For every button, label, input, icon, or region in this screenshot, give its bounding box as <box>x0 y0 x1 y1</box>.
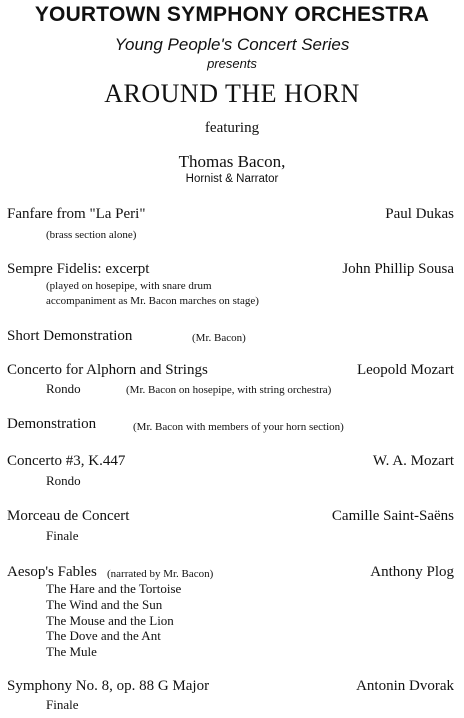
program-note-3: (Mr. Bacon) <box>192 332 246 344</box>
program-note-1: (brass section alone) <box>46 229 137 241</box>
program-part-8-3: The Mouse and the Lion <box>46 613 174 628</box>
program-work-6: Concerto #3, K.447 <box>7 453 126 469</box>
program-part-8-5: The Mule <box>46 644 97 659</box>
concert-series: Young People's Concert Series <box>114 35 350 54</box>
program-work-5: Demonstration <box>7 416 97 432</box>
program-composer-7: Camille Saint-Saëns <box>331 508 454 524</box>
program-part-8-2: The Wind and the Sun <box>46 597 163 612</box>
program-movement-9: Finale <box>46 697 79 712</box>
presents-text: presents <box>207 56 257 71</box>
program-movement-4: Rondo <box>46 381 81 396</box>
soloist-role: Hornist & Narrator <box>185 173 279 185</box>
program-note-2b: accompaniment as Mr. Bacon marches on stage) <box>46 295 259 307</box>
program-work-9: Symphony No. 8, op. 88 G Major <box>7 678 210 694</box>
program-composer-2: John Phillip Sousa <box>342 261 454 277</box>
program-composer-1: Paul Dukas <box>385 206 454 222</box>
program-movement-note-4: (Mr. Bacon on hosepipe, with string orchestra) <box>126 384 332 396</box>
program-part-8-1: The Hare and the Tortoise <box>46 581 182 596</box>
program-movement-6: Rondo <box>46 473 81 488</box>
program-note-2a: (played on hosepipe, with snare drum <box>46 280 212 292</box>
program-composer-9: Antonin Dvorak <box>356 678 454 694</box>
program-part-8-4: The Dove and the Ant <box>46 628 161 643</box>
program-work-2: Sempre Fidelis: excerpt <box>7 261 150 277</box>
soloist-name: Thomas Bacon, <box>178 152 286 171</box>
program-work-8: Aesop's Fables <box>7 564 97 580</box>
featuring-text: featuring <box>204 120 260 136</box>
program-work-1: Fanfare from "La Peri" <box>7 206 146 222</box>
program-composer-8: Anthony Plog <box>370 564 454 580</box>
program-note-8: (narrated by Mr. Bacon) <box>107 568 214 580</box>
concert-title: AROUND THE HORN <box>104 79 360 108</box>
orchestra-name: YOURTOWN SYMPHONY ORCHESTRA <box>34 3 430 26</box>
program-composer-4: Leopold Mozart <box>356 362 454 378</box>
program-movement-7: Finale <box>46 528 79 543</box>
program-work-7: Morceau de Concert <box>7 508 130 524</box>
program-work-4: Concerto for Alphorn and Strings <box>7 362 208 378</box>
program-note-5: (Mr. Bacon with members of your horn section) <box>133 421 344 433</box>
program-composer-6: W. A. Mozart <box>372 453 454 469</box>
program-work-3: Short Demonstration <box>7 328 133 344</box>
